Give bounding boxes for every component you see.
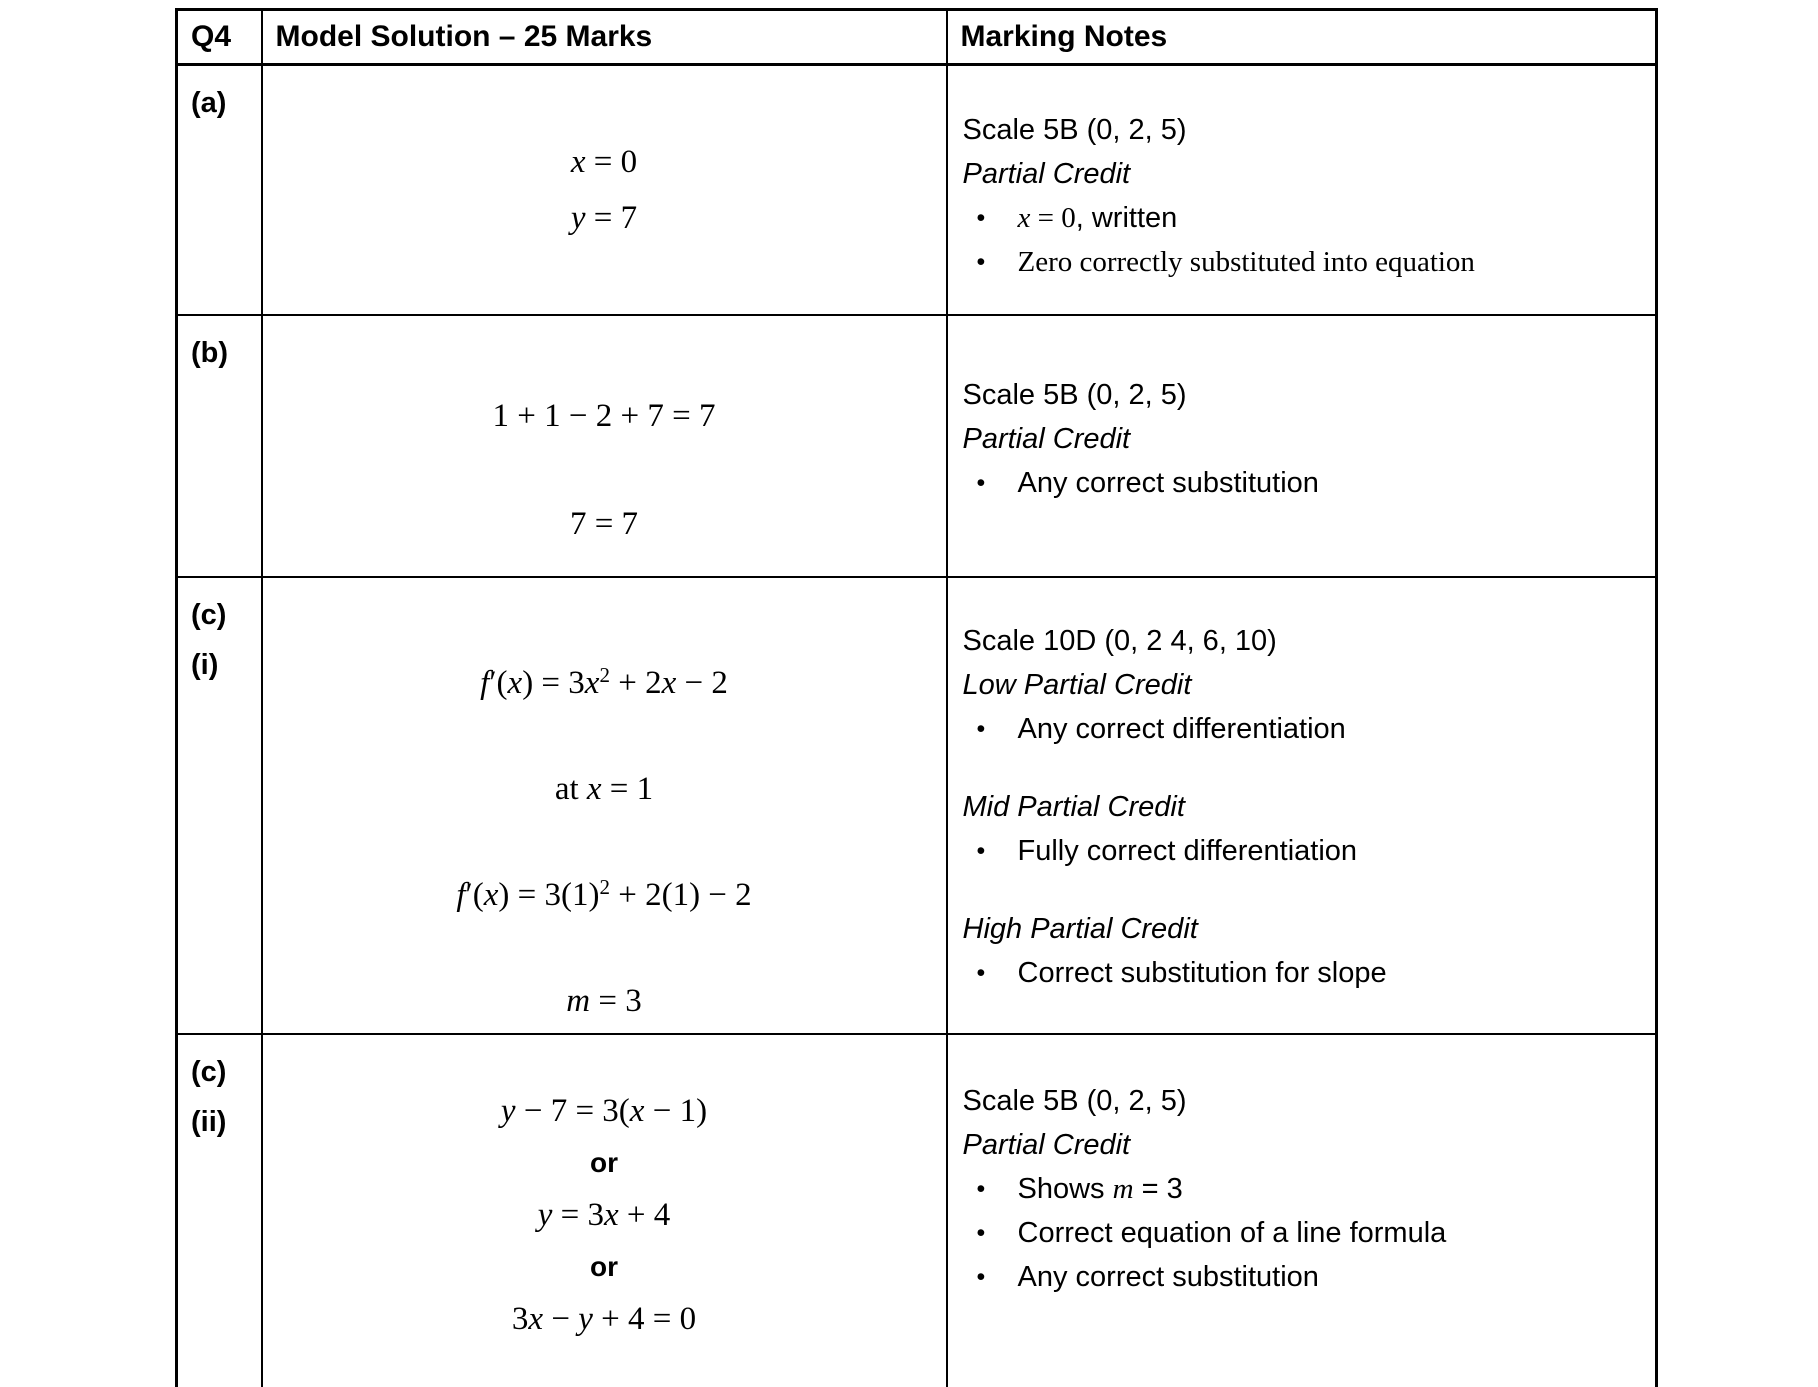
part-label [178,1035,261,1147]
note-line [963,908,1638,952]
bullet-item [963,952,1638,996]
line-text [963,913,1198,946]
text-segment: Scale 5B (0, 2, 5) [962,379,1187,411]
line-text [963,114,1187,147]
bullet-icon: • [976,469,986,497]
label-cell-c-ii [177,1034,262,1387]
equation-line [456,875,751,915]
text-segment: Scale 5B (0, 2, 5) [962,113,1187,146]
note-line [963,1124,1638,1168]
text-segment: − 7 = 3( [515,1092,630,1129]
model-solution-c-i [263,578,946,1033]
line-text [963,379,1187,412]
model-solution-b [263,316,946,576]
part-label [178,66,261,128]
bullet-icon: • [976,1219,986,1247]
text-segment: + 2(1) − 2 [609,877,752,913]
model-solution-c-ii [263,1035,946,1387]
text-segment: − 1) [644,1092,708,1129]
bullet-icon: • [976,247,986,276]
text-segment: x [586,771,602,807]
model-solution-a [263,66,946,314]
text-segment: + 2 [609,665,662,701]
note-line [963,664,1638,708]
line-text [493,398,716,434]
bullet-item [963,708,1638,752]
text-segment: = 1 [601,771,654,807]
bullet-icon: • [976,1175,986,1203]
text-segment: − 2 [676,665,728,701]
line-text [1018,202,1178,235]
note-line [963,786,1638,830]
note-line [963,620,1638,664]
line-text [555,771,653,807]
line-text [963,669,1192,702]
text-segment: Fully correct differentiation [1017,835,1358,867]
line-text [590,1147,618,1178]
text-segment: x [483,877,499,913]
notes-cell-a [947,65,1657,315]
part-label-line: (i) [191,648,219,681]
equation-line [571,198,637,238]
bullet-icon: • [976,203,986,232]
solution-cell-b [262,315,947,577]
text-segment: m [1112,1173,1134,1205]
text-segment: x [629,1092,645,1129]
equation-line [555,769,653,809]
text-segment: 7 = 7 [569,505,639,542]
bullet-item [963,1256,1638,1300]
text-segment: ) = 3(1) [498,877,600,913]
line-text [963,1129,1131,1162]
text-segment: Partial Credit [962,423,1131,455]
bullet-item [963,462,1638,506]
part-label-line: (b) [191,336,229,369]
line-text [571,200,637,236]
equation-line [480,663,728,703]
text-segment: = 3 [1133,1173,1183,1205]
equation-line [493,396,716,436]
solution-cell-a [262,65,947,315]
text-segment: ′( [465,877,484,913]
line-text [512,1301,696,1337]
bullet-icon: • [976,837,986,865]
text-segment: High Partial Credit [962,913,1198,945]
line-text [963,423,1131,456]
spacer [963,752,1638,786]
text-segment: Shows [1017,1173,1113,1205]
bullet-item [963,830,1638,874]
text-segment: y [570,199,586,236]
equation-line [512,1299,696,1339]
header-question-cell: Q4 [177,10,262,65]
equation-line [538,1195,671,1235]
text-segment: or [590,1250,618,1282]
equation-line [501,1091,707,1131]
text-segment: = 3 [552,1196,604,1233]
text-segment: = 0 [585,143,638,180]
text-segment: Partial Credit [962,157,1131,190]
or-separator [590,1247,618,1287]
text-segment: Any correct substitution [1017,467,1319,499]
text-segment: y [537,1196,553,1233]
text-segment: Any correct differentiation [1017,713,1346,745]
line-text [570,506,638,542]
text-segment: f [456,877,466,913]
text-segment: , written [1075,201,1178,234]
bullet-icon: • [976,715,986,743]
bullet-icon: • [976,959,986,987]
line-text [963,625,1277,658]
text-segment: + 4 [618,1196,671,1233]
text-segment: = 0 [1030,201,1076,234]
text-segment: f [480,665,490,701]
header-notes-cell: Marking Notes [947,10,1657,65]
row-part-b [177,315,1657,577]
text-segment: Low Partial Credit [962,669,1192,701]
line-text [1018,467,1319,500]
bullet-item [963,1212,1638,1256]
label-cell-a [177,65,262,315]
line-text [571,144,637,180]
notes-cell-c-ii [947,1034,1657,1387]
text-segment: = 7 [585,199,638,236]
marking-notes-c-i [948,578,1656,996]
text-segment: x [604,1196,619,1233]
bullet-item [963,240,1638,284]
line-text [1018,246,1475,279]
line-text [538,1197,671,1233]
solution-cell-c-i [262,577,947,1034]
text-segment: x [507,665,523,701]
marking-notes-a [948,66,1656,284]
text-segment: = 3 [590,983,642,1019]
note-line [963,1080,1638,1124]
line-text [1018,713,1346,746]
text-segment: Scale 5B (0, 2, 5) [962,1085,1187,1117]
text-segment: x [528,1300,544,1337]
row-part-a [177,65,1657,315]
line-text [963,1085,1187,1118]
notes-cell-b [947,315,1657,577]
line-text [590,1251,618,1282]
text-segment: − [543,1300,579,1337]
bullet-icon: • [976,1263,986,1291]
text-segment: ) = 3 [522,665,585,701]
part-label-line: (a) [191,87,227,119]
solution-cell-c-ii [262,1034,947,1387]
text-segment: at [554,771,587,807]
header-row [177,10,1657,65]
text-segment: 2 [599,875,610,899]
bullet-item [963,196,1638,240]
text-segment: 2 [599,663,610,687]
text-segment: Partial Credit [962,1129,1131,1161]
text-segment: y [500,1092,516,1129]
line-text [1018,1217,1447,1250]
equation-line [566,981,641,1021]
part-label-line: (ii) [191,1105,227,1138]
equation-line [571,142,637,182]
text-segment: y [578,1300,593,1337]
part-label-line: (c) [191,1055,227,1088]
line-text [456,877,751,913]
or-separator [590,1143,618,1183]
text-segment: Zero correctly substituted into equation [1017,245,1475,278]
note-line [963,152,1638,196]
label-cell-c-i [177,577,262,1034]
line-text [480,665,728,701]
spacer [963,874,1638,908]
text-segment: Correct substitution for slope [1017,957,1387,989]
notes-cell-c-i [947,577,1657,1034]
text-segment: Mid Partial Credit [962,791,1185,823]
text-segment: Any correct substitution [1017,1261,1319,1293]
text-segment: x [584,665,600,701]
text-segment: 1 + 1 − 2 + 7 = 7 [492,397,716,434]
note-line [963,418,1638,462]
line-text [1018,957,1387,990]
text-segment: x [1017,201,1031,234]
row-part-c-i [177,577,1657,1034]
text-segment: 3 [511,1300,529,1337]
text-segment: Scale 10D (0, 2 4, 6, 10) [962,625,1277,657]
part-label [178,316,261,378]
text-segment: Correct equation of a line formula [1017,1217,1447,1249]
marking-scheme-table [175,8,1658,1387]
text-segment: m [566,983,591,1019]
text-segment: x [661,665,677,701]
label-cell-b [177,315,262,577]
line-text [963,158,1131,191]
line-text [501,1093,707,1129]
text-segment: ′( [489,665,508,701]
text-segment: or [590,1146,618,1178]
text-segment: x [570,143,586,180]
bullet-item [963,1168,1638,1212]
note-line [963,108,1638,152]
part-label [178,578,261,690]
equation-line [570,504,638,544]
row-part-c-ii [177,1034,1657,1387]
marking-notes-b [948,316,1656,506]
marking-notes-c-ii [948,1035,1656,1300]
text-segment: + 4 = 0 [592,1300,697,1337]
line-text [566,983,641,1019]
header-solution-cell: Model Solution – 25 Marks [262,10,947,65]
note-line [963,374,1638,418]
line-text [963,791,1185,824]
line-text [1018,835,1358,868]
line-text [1018,1173,1183,1206]
part-label-line: (c) [191,598,227,631]
line-text [1018,1261,1319,1294]
